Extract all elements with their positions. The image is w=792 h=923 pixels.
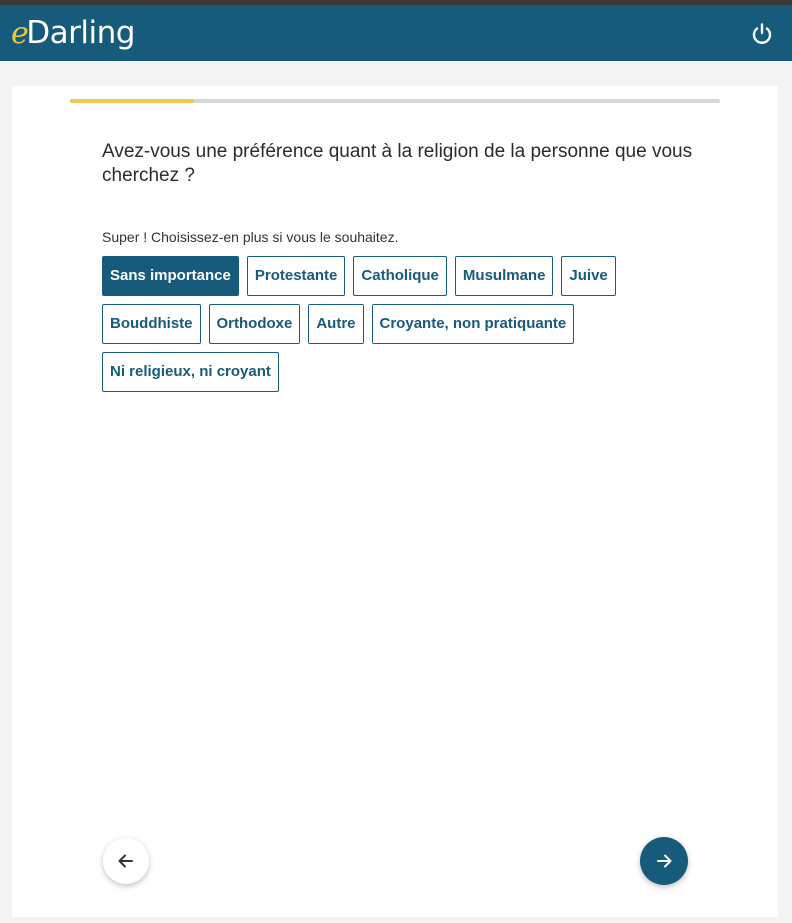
option-musulmane[interactable]: Musulmane xyxy=(455,256,554,296)
option-ni-religieux-ni-croyant[interactable]: Ni religieux, ni croyant xyxy=(102,352,279,392)
question-hint: Super ! Choisissez-en plus si vous le souhaitez. xyxy=(102,229,399,245)
logo-e: e xyxy=(11,16,29,51)
option-catholique[interactable]: Catholique xyxy=(353,256,447,296)
question-title: Avez-vous une préférence quant à la religion de la personne que vous cherchez ? xyxy=(102,141,693,186)
edarling-logo[interactable] xyxy=(11,13,135,54)
option-croyante-non-pratiquante[interactable]: Croyante, non pratiquante xyxy=(372,304,575,344)
next-button[interactable] xyxy=(640,837,688,885)
option-orthodoxe[interactable]: Orthodoxe xyxy=(209,304,301,344)
arrow-right-icon xyxy=(654,851,674,871)
progress-fill xyxy=(70,99,194,103)
option-sans-importance[interactable]: Sans importance xyxy=(102,256,239,296)
power-icon[interactable] xyxy=(749,21,775,47)
question-card xyxy=(12,86,778,917)
back-button[interactable] xyxy=(103,838,149,884)
religion-options xyxy=(102,256,662,400)
progress-bar xyxy=(70,99,720,103)
option-bouddhiste[interactable]: Bouddhiste xyxy=(102,304,201,344)
app-header xyxy=(0,5,792,61)
option-autre[interactable]: Autre xyxy=(308,304,363,344)
arrow-left-icon xyxy=(116,851,136,871)
logo-text: Darling xyxy=(26,15,135,51)
option-protestante[interactable]: Protestante xyxy=(247,256,346,296)
option-juive[interactable]: Juive xyxy=(561,256,615,296)
